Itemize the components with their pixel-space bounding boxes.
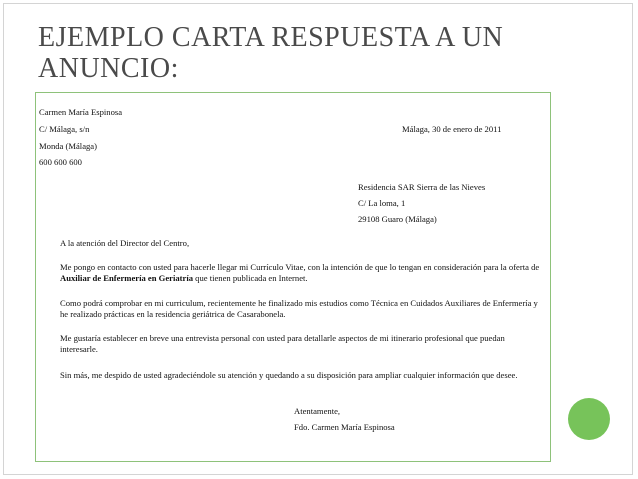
paragraph-3: Me gustaría establecer en breve una entrevista personal con usted para detallarle aspectos de mi itinerario profesional que puedan interesarle. xyxy=(60,333,505,354)
closing: Atentamente, xyxy=(294,406,341,416)
place-date: Málaga, 30 de enero de 2011 xyxy=(402,124,502,134)
signature: Fdo. Carmen María Espinosa xyxy=(294,422,395,432)
paragraph-4: Sin más, me despido de usted agradeciéndole su atención y quedando a su disposición para ampliar cualquier información que desee. xyxy=(60,370,518,380)
paragraph-1 xyxy=(60,262,540,284)
sender-phone: 600 600 600 xyxy=(39,157,82,167)
green-circle xyxy=(568,398,610,440)
recipient-name: Residencia SAR Sierra de las Nieves xyxy=(358,182,486,192)
greeting: A la atención del Director del Centro, xyxy=(60,238,190,248)
paragraph-2: Como podrá comprobar en mi curriculum, recientemente he finalizado mis estudios como Técnica en Cuidados Auxiliares de Enfermería y he realizado prácticas en la residencia geriátrica de Casarabonela. xyxy=(60,298,538,319)
paragraph-1-end: que tienen publicada en Internet. xyxy=(193,273,308,283)
sender-street: C/ Málaga, s/n xyxy=(39,124,90,134)
paragraph-1-text: Me pongo en contacto con usted para hacerle llegar mi Currículo Vitae, con la intención de que lo tengan en consideración para la oferta de xyxy=(60,262,540,272)
recipient-street: C/ La loma, 1 xyxy=(358,198,406,208)
sender-city: Monda (Málaga) xyxy=(39,141,97,151)
recipient-city: 29108 Guaro (Málaga) xyxy=(358,214,437,224)
letter-box xyxy=(35,92,551,462)
sender-name: Carmen María Espinosa xyxy=(39,107,123,117)
slide-title: EJEMPLO CARTA RESPUESTA A UN ANUNCIO: xyxy=(38,22,504,84)
job-title-bold: Auxiliar de Enfermería en Geriatría xyxy=(60,273,194,283)
